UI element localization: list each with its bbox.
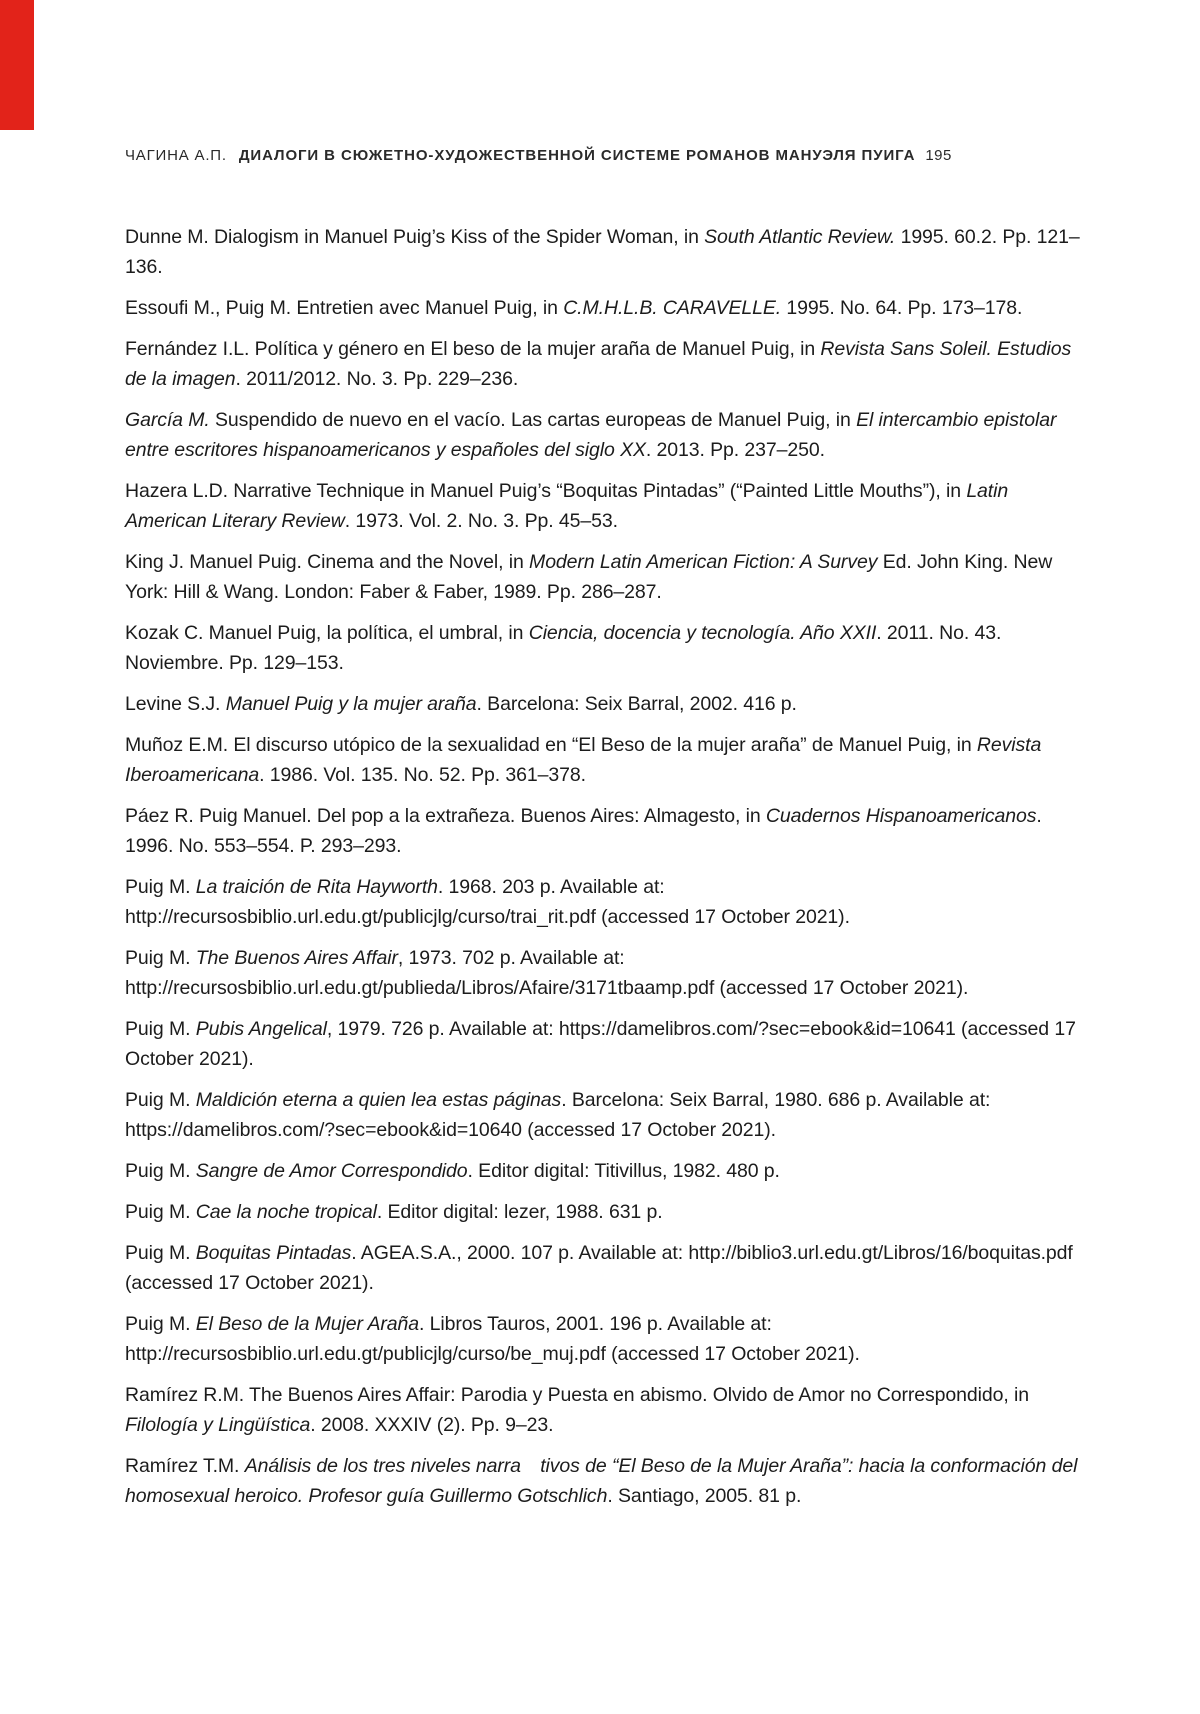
reference-segment: Dunne M. Dialogism in Manuel Puig’s Kiss of the Spider Woman, in — [125, 226, 705, 248]
reference-segment-italic: The Buenos Aires Affair — [195, 947, 398, 969]
reference-segment: . Libros Tauros, 2001. 196 p. Available at: http://recursosbiblio.url.edu.gt/publicjlg/curso/be_muj.pdf (accessed 17 October 2021). — [125, 1313, 860, 1365]
reference-entry — [125, 405, 1083, 465]
reference-segment-italic: Ciencia, docencia y tecnología. Año XXII — [528, 622, 877, 644]
reference-segment: Fernández I.L. Política y género en El beso de la mujer araña de Manuel Puig, in — [125, 338, 821, 360]
reference-entry — [125, 1197, 1083, 1227]
reference-segment: Suspendido de nuevo en el vacío. Las cartas europeas de Manuel Puig, in — [209, 409, 857, 431]
reference-segment-italic: El Beso de la Mujer Araña — [195, 1313, 420, 1335]
reference-entry — [125, 1156, 1083, 1186]
reference-segment-italic: Manuel Puig y la mujer araña — [225, 693, 477, 715]
header-page-number: 195 — [925, 147, 952, 164]
reference-segment-italic: La traición de Rita Hayworth — [195, 876, 438, 898]
reference-segment: King J. Manuel Puig. Cinema and the Novel, in — [125, 551, 530, 573]
reference-segment: Puig M. — [125, 1089, 196, 1111]
reference-segment-italic: South Atlantic Review. — [704, 226, 896, 248]
reference-entry — [125, 730, 1083, 790]
reference-segment: Puig M. — [125, 1242, 196, 1264]
reference-segment: Puig M. — [125, 1201, 196, 1223]
reference-entry — [125, 618, 1083, 678]
reference-segment-italic: Latin American Literary Review — [125, 480, 1009, 532]
reference-entry — [125, 801, 1083, 861]
reference-entry — [125, 1451, 1083, 1511]
reference-segment: . Barcelona: Seix Barral, 2002. 416 p. — [476, 693, 797, 715]
reference-segment: . 2008. XXXIV (2). Pp. 9–23. — [310, 1414, 554, 1436]
reference-segment: . Editor digital: Titivillus, 1982. 480 p. — [467, 1160, 780, 1182]
corner-accent-bar — [0, 0, 34, 130]
reference-segment: . AGEA.S.A., 2000. 107 p. Available at: http://biblio3.url.edu.gt/Libros/16/boquitas.pdf (accessed 17 October 2021). — [125, 1242, 1073, 1294]
reference-segment-italic: Maldición eterna a quien lea estas páginas — [195, 1089, 562, 1111]
running-header — [125, 146, 1090, 166]
reference-segment: Kozak C. Manuel Puig, la política, el umbral, in — [125, 622, 529, 644]
reference-segment: Puig M. — [125, 1313, 196, 1335]
references-list — [125, 222, 1083, 1522]
reference-entry — [125, 334, 1083, 394]
reference-entry — [125, 1238, 1083, 1298]
reference-entry — [125, 1309, 1083, 1369]
reference-segment: Ramírez R.M. The Buenos Aires Affair: Parodia y Puesta en abismo. Olvido de Amor no Correspondido, in — [125, 1384, 1029, 1406]
reference-segment: Ramírez T.M. — [125, 1455, 245, 1477]
reference-segment-italic: Boquitas Pintadas — [195, 1242, 352, 1264]
reference-segment-italic: García M. — [125, 409, 210, 431]
reference-segment-italic: Modern Latin American Fiction: A Survey — [529, 551, 878, 573]
reference-segment-italic: Cae la noche tropical — [195, 1201, 377, 1223]
reference-segment: . Barcelona: Seix Barral, 1980. 686 p. Available at: https://damelibros.com/?sec=ebook&id=10640 (accessed 17 October 2021). — [125, 1089, 991, 1141]
reference-segment-italic: Filología y Lingüística — [125, 1414, 311, 1436]
reference-segment: . 1973. Vol. 2. No. 3. Pp. 45–53. — [344, 510, 618, 532]
reference-segment: . 2011/2012. No. 3. Pp. 229–236. — [235, 368, 519, 390]
reference-entry — [125, 689, 1083, 719]
reference-segment: . 2013. Pp. 237–250. — [645, 439, 825, 461]
reference-segment: . Editor digital: lezer, 1988. 631 p. — [376, 1201, 663, 1223]
reference-segment: 1995. 60.2. Pp. 121–136. — [125, 226, 1080, 278]
reference-entry — [125, 943, 1083, 1003]
reference-entry — [125, 1380, 1083, 1440]
header-title: ДИАЛОГИ В СЮЖЕТНО-ХУДОЖЕСТВЕННОЙ СИСТЕМЕ РОМАНОВ МАНУЭЛЯ ПУИГА — [238, 147, 916, 164]
reference-segment: . 1986. Vol. 135. No. 52. Pp. 361–378. — [259, 764, 586, 786]
reference-segment-italic: Revista Iberoamericana — [125, 734, 1042, 786]
reference-entry — [125, 1085, 1083, 1145]
reference-segment-italic: El intercambio epistolar entre escritores hispanoamericanos y españoles del siglo XX — [125, 409, 1057, 461]
reference-segment: Puig M. — [125, 1018, 196, 1040]
reference-segment: Muñoz E.M. El discurso utópico de la sexualidad en “El Beso de la mujer araña” de Manuel Puig, in — [125, 734, 977, 756]
reference-segment: Hazera L.D. Narrative Technique in Manuel Puig’s “Boquitas Pintadas” (“Painted Little Mouths”), in — [125, 480, 967, 502]
reference-segment: Essoufi M., Puig M. Entretien avec Manuel Puig, in — [125, 297, 564, 319]
reference-segment-italic: Cuadernos Hispanoamericanos — [765, 805, 1037, 827]
reference-segment: , 1979. 726 p. Available at: https://damelibros.com/?sec=ebook&id=10641 (accessed 17 October 2021). — [125, 1018, 1076, 1070]
reference-segment: . Santiago, 2005. 81 p. — [607, 1485, 802, 1507]
reference-segment-italic: Revista Sans Soleil. Estudios de la imagen — [125, 338, 1072, 390]
reference-entry — [125, 293, 1083, 323]
reference-segment: Puig M. — [125, 947, 196, 969]
reference-entry — [125, 547, 1083, 607]
header-author: ЧАГИНА А.П. — [125, 147, 227, 164]
reference-segment-italic: Sangre de Amor Correspondido — [195, 1160, 468, 1182]
reference-entry — [125, 476, 1083, 536]
reference-segment: Puig M. — [125, 876, 196, 898]
reference-segment: Ed. John King. New York: Hill & Wang. London: Faber & Faber, 1989. Pp. 286–287. — [125, 551, 1053, 603]
reference-segment: Levine S.J. — [125, 693, 226, 715]
reference-segment: . 2011. No. 43. Noviembre. Pp. 129–153. — [125, 622, 1002, 674]
reference-segment-italic: C.M.H.L.B. CARAVELLE. — [563, 297, 782, 319]
reference-segment-italic: Análisis de los tres niveles narra tivos de “El Beso de la Mujer Araña”: hacia la conformación del homosexual heroico. Profesor guía Guillermo Gotschlich — [125, 1455, 1078, 1507]
reference-segment: , 1973. 702 p. Available at: http://recursosbiblio.url.edu.gt/publieda/Libros/Afaire/3171tbaamp.pdf (accessed 17 October 2021). — [125, 947, 969, 999]
reference-segment: 1995. No. 64. Pp. 173–178. — [781, 297, 1023, 319]
reference-segment-italic: Pubis Angelical — [195, 1018, 327, 1040]
reference-entry — [125, 222, 1083, 282]
reference-segment: Puig M. — [125, 1160, 196, 1182]
reference-entry — [125, 872, 1083, 932]
reference-segment: . 1996. No. 553–554. P. 293–293. — [125, 805, 1042, 857]
reference-entry — [125, 1014, 1083, 1074]
reference-segment: . 1968. 203 p. Available at: http://recursosbiblio.url.edu.gt/publicjlg/curso/trai_rit.pdf (accessed 17 October 2021). — [125, 876, 850, 928]
reference-segment: Páez R. Puig Manuel. Del pop a la extrañeza. Buenos Aires: Almagesto, in — [125, 805, 766, 827]
